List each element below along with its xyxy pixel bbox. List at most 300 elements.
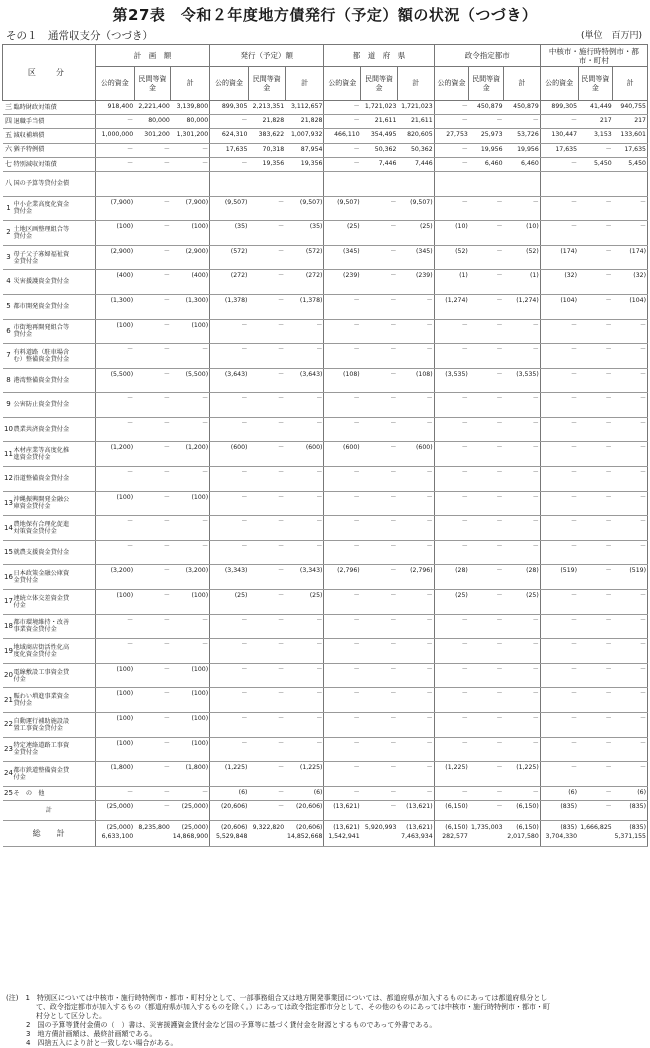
value-cell: － — [171, 516, 210, 541]
value-cell — [171, 171, 210, 196]
row-label — [3, 590, 96, 615]
value-cell: － — [578, 245, 613, 270]
value-cell: － — [469, 245, 504, 270]
value-cell: (1,200) — [171, 442, 210, 467]
value-cell: － — [578, 294, 613, 319]
value-cell: (239) — [397, 270, 434, 295]
value-cell: － — [540, 417, 578, 442]
value-cell: － — [540, 737, 578, 762]
sub-header-cell: 民間等資金 — [578, 67, 613, 101]
table-row — [3, 221, 648, 246]
value-cell: 466,110 — [324, 129, 361, 143]
value-cell: － — [540, 368, 578, 393]
value-cell: － — [134, 663, 171, 688]
row-number: 14 — [4, 523, 13, 532]
grand-total-value: 3,704,330 — [545, 832, 578, 840]
value-cell: (519) — [540, 565, 578, 590]
value-cell: － — [397, 590, 434, 615]
row-label — [3, 143, 96, 157]
value-cell: － — [434, 491, 469, 516]
value-cell: － — [95, 786, 134, 800]
grand-total-outer-value: (13,621) — [406, 823, 433, 831]
value-cell: － — [397, 663, 434, 688]
sub-header-cell: 計 — [285, 67, 324, 101]
value-cell: － — [434, 101, 469, 115]
value-cell: － — [504, 319, 541, 344]
row-label — [3, 270, 96, 295]
subtotal-cell: (13,621) — [397, 800, 434, 820]
value-cell: (25) — [324, 221, 361, 246]
row-number: 25 — [4, 788, 13, 797]
value-cell: － — [504, 467, 541, 492]
note-line: 4 四捨五入により計と一致しない場合がある。 — [26, 1039, 178, 1047]
value-cell: (1,200) — [95, 442, 134, 467]
value-cell: － — [469, 115, 504, 129]
grand-total-outer-value: (13,621) — [333, 823, 360, 831]
value-cell: － — [210, 393, 249, 418]
row-label-text: 都市鉄道整備資金貸付金 — [13, 766, 70, 781]
subtotal-cell: (25,000) — [95, 800, 134, 820]
value-cell: 301,200 — [134, 129, 171, 143]
value-cell: 624,310 — [210, 129, 249, 143]
value-cell: － — [361, 491, 398, 516]
value-cell: － — [504, 442, 541, 467]
value-cell: 354,495 — [361, 129, 398, 143]
value-cell: (2,900) — [95, 245, 134, 270]
grand-total-outer-value: (25,000) — [106, 823, 134, 831]
row-label-text: 都市環境維持・改善事業資金貸付金 — [13, 619, 70, 634]
value-cell: － — [434, 737, 469, 762]
value-cell: 80,000 — [171, 115, 210, 129]
row-label-text: 国の予算等貸付金債 — [13, 179, 70, 187]
table-subtitle: その１ 通常収支分（つづき） — [6, 30, 153, 42]
row-label-text: 猶予特例債 — [13, 146, 45, 154]
value-cell: (108) — [397, 368, 434, 393]
value-cell: － — [248, 737, 285, 762]
row-number: 五 — [5, 131, 12, 140]
subtotal-cell: (6,150) — [434, 800, 469, 820]
value-cell: － — [578, 516, 613, 541]
row-label — [3, 171, 96, 196]
value-cell: 899,305 — [210, 101, 249, 115]
value-cell: 1,000,000 — [95, 129, 134, 143]
value-cell: 21,828 — [285, 115, 324, 129]
value-cell: － — [248, 663, 285, 688]
group-header-prefecture: 都 道 府 県 — [324, 45, 434, 67]
value-cell: － — [578, 270, 613, 295]
grand-total-value: 9,322,820 — [252, 823, 285, 831]
value-cell: 53,726 — [504, 129, 541, 143]
row-label — [3, 393, 96, 418]
value-cell: 17,635 — [540, 143, 578, 157]
value-cell: － — [324, 786, 361, 800]
value-cell: 21,611 — [397, 115, 434, 129]
value-cell: － — [248, 270, 285, 295]
sub-header-cell: 公的資金 — [540, 67, 578, 101]
value-cell: － — [540, 319, 578, 344]
value-cell: － — [578, 786, 613, 800]
subtotal-cell: － — [248, 800, 285, 820]
row-label-text: 電線敷設工事資金貸付金 — [13, 668, 70, 683]
value-cell: － — [540, 157, 578, 171]
table-row — [3, 270, 648, 295]
row-label — [3, 663, 96, 688]
row-number: 9 — [6, 400, 11, 409]
value-cell: － — [361, 368, 398, 393]
value-cell: － — [95, 540, 134, 565]
value-cell: (108) — [324, 368, 361, 393]
value-cell: － — [324, 540, 361, 565]
value-cell: － — [578, 417, 613, 442]
value-cell: － — [285, 491, 324, 516]
value-cell: － — [285, 663, 324, 688]
value-cell: － — [504, 737, 541, 762]
value-cell: 899,305 — [540, 101, 578, 115]
value-cell: － — [324, 294, 361, 319]
value-cell: (400) — [171, 270, 210, 295]
value-cell: (1,274) — [504, 294, 541, 319]
value-cell: － — [134, 590, 171, 615]
value-cell: － — [95, 393, 134, 418]
value-cell: 3,153 — [578, 129, 613, 143]
value-cell: － — [134, 516, 171, 541]
table-row — [3, 129, 648, 143]
value-cell: － — [324, 639, 361, 664]
row-label-text: 連続立体交差資金貸付金 — [13, 594, 70, 609]
row-number: 10 — [4, 424, 13, 433]
value-cell: － — [578, 196, 613, 221]
value-cell: － — [361, 294, 398, 319]
row-label-text: 賑わい増進事業資金貸付金 — [13, 693, 70, 708]
value-cell: － — [397, 713, 434, 738]
value-cell: (100) — [171, 737, 210, 762]
table-row — [3, 540, 648, 565]
grand-total-cell — [171, 820, 210, 846]
value-cell: － — [324, 157, 361, 171]
value-cell: － — [397, 417, 434, 442]
value-cell: － — [285, 516, 324, 541]
value-cell: － — [397, 491, 434, 516]
value-cell: － — [134, 762, 171, 787]
value-cell: 19,356 — [285, 157, 324, 171]
bond-table — [2, 44, 648, 847]
value-cell: － — [469, 393, 504, 418]
value-cell: 17,635 — [613, 143, 648, 157]
row-label — [3, 115, 96, 129]
value-cell: － — [434, 344, 469, 369]
subtotal-cell: (20,606) — [210, 800, 249, 820]
value-cell: － — [324, 614, 361, 639]
value-cell: (100) — [171, 221, 210, 246]
row-label-text: 有料道路（駐車場含む）整備資金貸付金 — [13, 348, 70, 363]
row-label — [3, 157, 96, 171]
value-cell: － — [134, 393, 171, 418]
row-number: 17 — [4, 597, 13, 606]
value-cell: － — [540, 590, 578, 615]
table-row — [3, 417, 648, 442]
value-cell — [578, 171, 613, 196]
table-row — [3, 639, 648, 664]
value-cell: － — [324, 590, 361, 615]
value-cell: － — [504, 115, 541, 129]
value-cell: (7,900) — [171, 196, 210, 221]
value-cell: － — [134, 245, 171, 270]
value-cell: (25) — [504, 590, 541, 615]
row-label — [3, 196, 96, 221]
value-cell: － — [578, 713, 613, 738]
value-cell: － — [285, 319, 324, 344]
value-cell: － — [361, 688, 398, 713]
table-row — [3, 196, 648, 221]
value-cell: (104) — [540, 294, 578, 319]
value-cell: － — [397, 294, 434, 319]
row-label — [3, 639, 96, 664]
row-number: 11 — [4, 449, 13, 458]
value-cell: 7,446 — [397, 157, 434, 171]
sub-header-cell: 民間等資金 — [134, 67, 171, 101]
value-cell: － — [171, 344, 210, 369]
value-cell: － — [361, 786, 398, 800]
value-cell — [95, 171, 134, 196]
value-cell: － — [578, 143, 613, 157]
value-cell: － — [540, 393, 578, 418]
value-cell: － — [434, 614, 469, 639]
value-cell: (7,900) — [95, 196, 134, 221]
value-cell: (100) — [95, 221, 134, 246]
value-cell: － — [134, 417, 171, 442]
value-cell: － — [248, 688, 285, 713]
value-cell: － — [540, 713, 578, 738]
value-cell: － — [134, 491, 171, 516]
row-number: 15 — [4, 547, 13, 556]
sub-header-cell: 公的資金 — [324, 67, 361, 101]
value-cell: － — [324, 393, 361, 418]
value-cell: － — [540, 491, 578, 516]
value-cell: － — [469, 344, 504, 369]
value-cell: (174) — [613, 245, 648, 270]
value-cell: － — [210, 157, 249, 171]
value-cell: 133,601 — [613, 129, 648, 143]
value-cell: － — [434, 157, 469, 171]
row-label-text: 沿道整備資金貸付金 — [13, 475, 70, 483]
value-cell: － — [171, 157, 210, 171]
value-cell: － — [361, 417, 398, 442]
value-cell: － — [613, 516, 648, 541]
value-cell: (100) — [171, 663, 210, 688]
note-line: 村分として区分した。 — [36, 1012, 106, 1020]
group-header-designated-city: 政令指定都市 — [434, 45, 540, 67]
value-cell: － — [504, 417, 541, 442]
value-cell: (35) — [285, 221, 324, 246]
table-row — [3, 516, 648, 541]
value-cell: 21,828 — [248, 115, 285, 129]
value-cell: － — [324, 663, 361, 688]
value-cell: (100) — [95, 688, 134, 713]
value-cell: (3,535) — [434, 368, 469, 393]
value-cell: 27,753 — [434, 129, 469, 143]
value-cell: － — [134, 442, 171, 467]
grand-total-label: 総 計 — [3, 820, 96, 846]
page-title: 第27表 令和２年度地方債発行（予定）額の状況（つづき） — [112, 6, 538, 24]
value-cell: － — [361, 442, 398, 467]
value-cell: 7,446 — [361, 157, 398, 171]
row-label — [3, 713, 96, 738]
row-label — [3, 540, 96, 565]
row-number: 19 — [4, 646, 13, 655]
value-cell: － — [397, 319, 434, 344]
row-number: 16 — [4, 572, 13, 581]
value-cell: － — [171, 540, 210, 565]
row-label-text: 農業共済資金貸付金 — [13, 425, 70, 433]
value-cell: 19,956 — [469, 143, 504, 157]
value-cell: 2,221,400 — [134, 101, 171, 115]
table-row — [3, 467, 648, 492]
row-label-text: 市街地再開発組合等貸付金 — [13, 324, 70, 339]
value-cell: (100) — [171, 713, 210, 738]
value-cell: － — [613, 737, 648, 762]
note-line: て、政令指定都市が加入するもの（都道府県が加入するものを除く。）にあっては政令指定都市分として、その他のものにあっては中核市・施行時特例市・都市・町 — [36, 1003, 550, 1011]
row-label-text: 減収補填債 — [13, 132, 45, 140]
value-cell: － — [210, 115, 249, 129]
value-cell: － — [434, 540, 469, 565]
value-cell: (1,274) — [434, 294, 469, 319]
grand-total-row — [3, 820, 648, 846]
value-cell: － — [469, 368, 504, 393]
value-cell: (100) — [95, 713, 134, 738]
value-cell: － — [361, 270, 398, 295]
row-label-text: 災害援護資金貸付金 — [13, 278, 70, 286]
value-cell: － — [134, 737, 171, 762]
value-cell: － — [434, 688, 469, 713]
value-cell: (519) — [613, 565, 648, 590]
value-cell: 17,635 — [210, 143, 249, 157]
value-cell: (3,535) — [504, 368, 541, 393]
value-cell: － — [134, 196, 171, 221]
table-row — [3, 688, 648, 713]
value-cell: － — [171, 417, 210, 442]
value-cell: (100) — [171, 319, 210, 344]
value-cell: (3,643) — [285, 368, 324, 393]
value-cell: (5,500) — [95, 368, 134, 393]
value-cell: － — [361, 196, 398, 221]
value-cell: － — [540, 467, 578, 492]
row-label-text: 母子父子寡婦福祉資金貸付金 — [13, 250, 70, 265]
value-cell: － — [134, 143, 171, 157]
row-label-text: 就農支援資金貸付金 — [13, 548, 70, 556]
value-cell: (1) — [434, 270, 469, 295]
row-label — [3, 344, 96, 369]
value-cell: － — [361, 737, 398, 762]
note-line: 2 国の予算等貸付金債の（ ）書は、災害援護資金貸付金など国の予算等に基づく貸付金を財源とするものであって外書である。 — [26, 1021, 437, 1029]
value-cell: 217 — [613, 115, 648, 129]
value-cell: － — [613, 762, 648, 787]
value-cell: － — [324, 713, 361, 738]
value-cell: (28) — [434, 565, 469, 590]
grand-total-cell — [361, 820, 398, 846]
value-cell: － — [324, 319, 361, 344]
value-cell: － — [434, 143, 469, 157]
value-cell: (572) — [285, 245, 324, 270]
value-cell: (345) — [397, 245, 434, 270]
value-cell: － — [578, 442, 613, 467]
value-cell: － — [469, 270, 504, 295]
value-cell: (6) — [210, 786, 249, 800]
value-cell: (600) — [324, 442, 361, 467]
value-cell — [248, 171, 285, 196]
value-cell: － — [210, 614, 249, 639]
value-cell: － — [324, 115, 361, 129]
value-cell: － — [134, 221, 171, 246]
value-cell: (1,300) — [95, 294, 134, 319]
value-cell: － — [504, 491, 541, 516]
value-cell: － — [504, 688, 541, 713]
value-cell: － — [578, 737, 613, 762]
value-cell: － — [504, 196, 541, 221]
grand-total-outer-value: (6,150) — [516, 823, 539, 831]
value-cell: － — [134, 540, 171, 565]
value-cell: － — [134, 319, 171, 344]
value-cell: － — [613, 713, 648, 738]
value-cell: － — [248, 245, 285, 270]
value-cell: － — [613, 442, 648, 467]
row-number: 8 — [6, 375, 11, 384]
value-cell: － — [210, 540, 249, 565]
value-cell: － — [285, 688, 324, 713]
value-cell: － — [285, 713, 324, 738]
table-row — [3, 737, 648, 762]
value-cell: － — [434, 663, 469, 688]
value-cell: － — [248, 762, 285, 787]
value-cell: 6,460 — [469, 157, 504, 171]
row-label-text: 自動運行補助施設設置工事資金貸付金 — [13, 717, 70, 732]
grand-total-value: 5,920,993 — [364, 823, 397, 831]
value-cell: － — [613, 467, 648, 492]
sub-header-cell: 計 — [504, 67, 541, 101]
grand-total-value: 7,463,934 — [401, 832, 433, 840]
grand-total-value: 1,666,825 — [580, 823, 612, 831]
subtotal-cell: (13,621) — [324, 800, 361, 820]
group-header-core-city: 中核市・施行時特例市・都市・町村 — [540, 45, 647, 67]
value-cell: － — [285, 344, 324, 369]
value-cell: 21,611 — [361, 115, 398, 129]
value-cell: 918,400 — [95, 101, 134, 115]
value-cell: － — [171, 639, 210, 664]
value-cell: (100) — [95, 590, 134, 615]
value-cell: － — [248, 786, 285, 800]
row-label-text: 公害防止資金貸付金 — [13, 401, 70, 409]
value-cell: － — [361, 467, 398, 492]
value-cell: (272) — [285, 270, 324, 295]
value-cell: － — [248, 368, 285, 393]
row-number: 七 — [5, 159, 12, 168]
table-row — [3, 319, 648, 344]
value-cell: － — [248, 565, 285, 590]
value-cell: － — [504, 713, 541, 738]
value-cell: － — [469, 294, 504, 319]
sub-header-cell: 公的資金 — [210, 67, 249, 101]
value-cell: (6) — [613, 786, 648, 800]
value-cell: (3,200) — [171, 565, 210, 590]
value-cell: － — [397, 614, 434, 639]
value-cell: － — [397, 540, 434, 565]
row-number: 4 — [6, 277, 11, 286]
value-cell: － — [95, 344, 134, 369]
value-cell: － — [504, 786, 541, 800]
value-cell: － — [95, 639, 134, 664]
value-cell: (600) — [210, 442, 249, 467]
subtotal-cell: (25,000) — [171, 800, 210, 820]
row-label — [3, 467, 96, 492]
